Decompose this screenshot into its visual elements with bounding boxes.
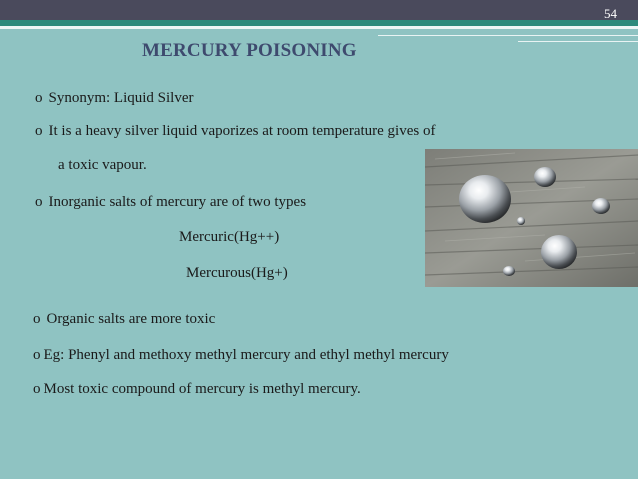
bullet-example: [33, 346, 449, 364]
bullet-continuation: a toxic vapour.: [58, 157, 147, 173]
bullet-text: Eg: Phenyl and methoxy methyl mercury and ethyl methyl mercury: [43, 347, 449, 363]
bullet-marker: o: [35, 194, 43, 210]
bullet-text: Synonym: Liquid Silver: [48, 90, 194, 106]
mercury-droplet: [517, 217, 525, 225]
mercury-droplet: [534, 167, 556, 187]
decor-line: [378, 35, 638, 36]
bullet-text: Organic salts are more toxic: [46, 311, 216, 327]
bullet-heavy-liquid: [35, 122, 435, 140]
mercury-droplet: [503, 266, 515, 276]
top-bar: [0, 0, 638, 20]
bullet-marker: o: [33, 311, 41, 327]
bullet-marker: o: [33, 347, 41, 363]
mercurous-type: Mercurous(Hg+): [186, 265, 288, 281]
mercury-droplet: [459, 175, 511, 223]
bullet-inorganic: [35, 193, 306, 211]
bullet-synonym: [35, 89, 194, 107]
bullet-organic: [33, 310, 215, 328]
bullet-marker: o: [33, 381, 41, 397]
mercury-droplet: [541, 235, 577, 269]
mercuric-type: Mercuric(Hg++): [179, 229, 280, 245]
bullet-marker: o: [35, 90, 43, 106]
bullet-marker: o: [35, 123, 43, 139]
mercury-droplet: [592, 198, 610, 214]
bullet-text: It is a heavy silver liquid vaporizes at room temperature gives of: [48, 123, 436, 139]
bullet-most-toxic: [33, 380, 361, 398]
decor-line: [518, 41, 638, 42]
slide-title: MERCURY POISONING: [142, 40, 357, 61]
slide-number: 54: [604, 6, 617, 21]
white-strip: [0, 26, 638, 29]
mercury-droplets-photo: [425, 149, 638, 287]
bullet-text: Most toxic compound of mercury is methyl mercury.: [43, 381, 361, 397]
bullet-text: Inorganic salts of mercury are of two types: [48, 194, 307, 210]
